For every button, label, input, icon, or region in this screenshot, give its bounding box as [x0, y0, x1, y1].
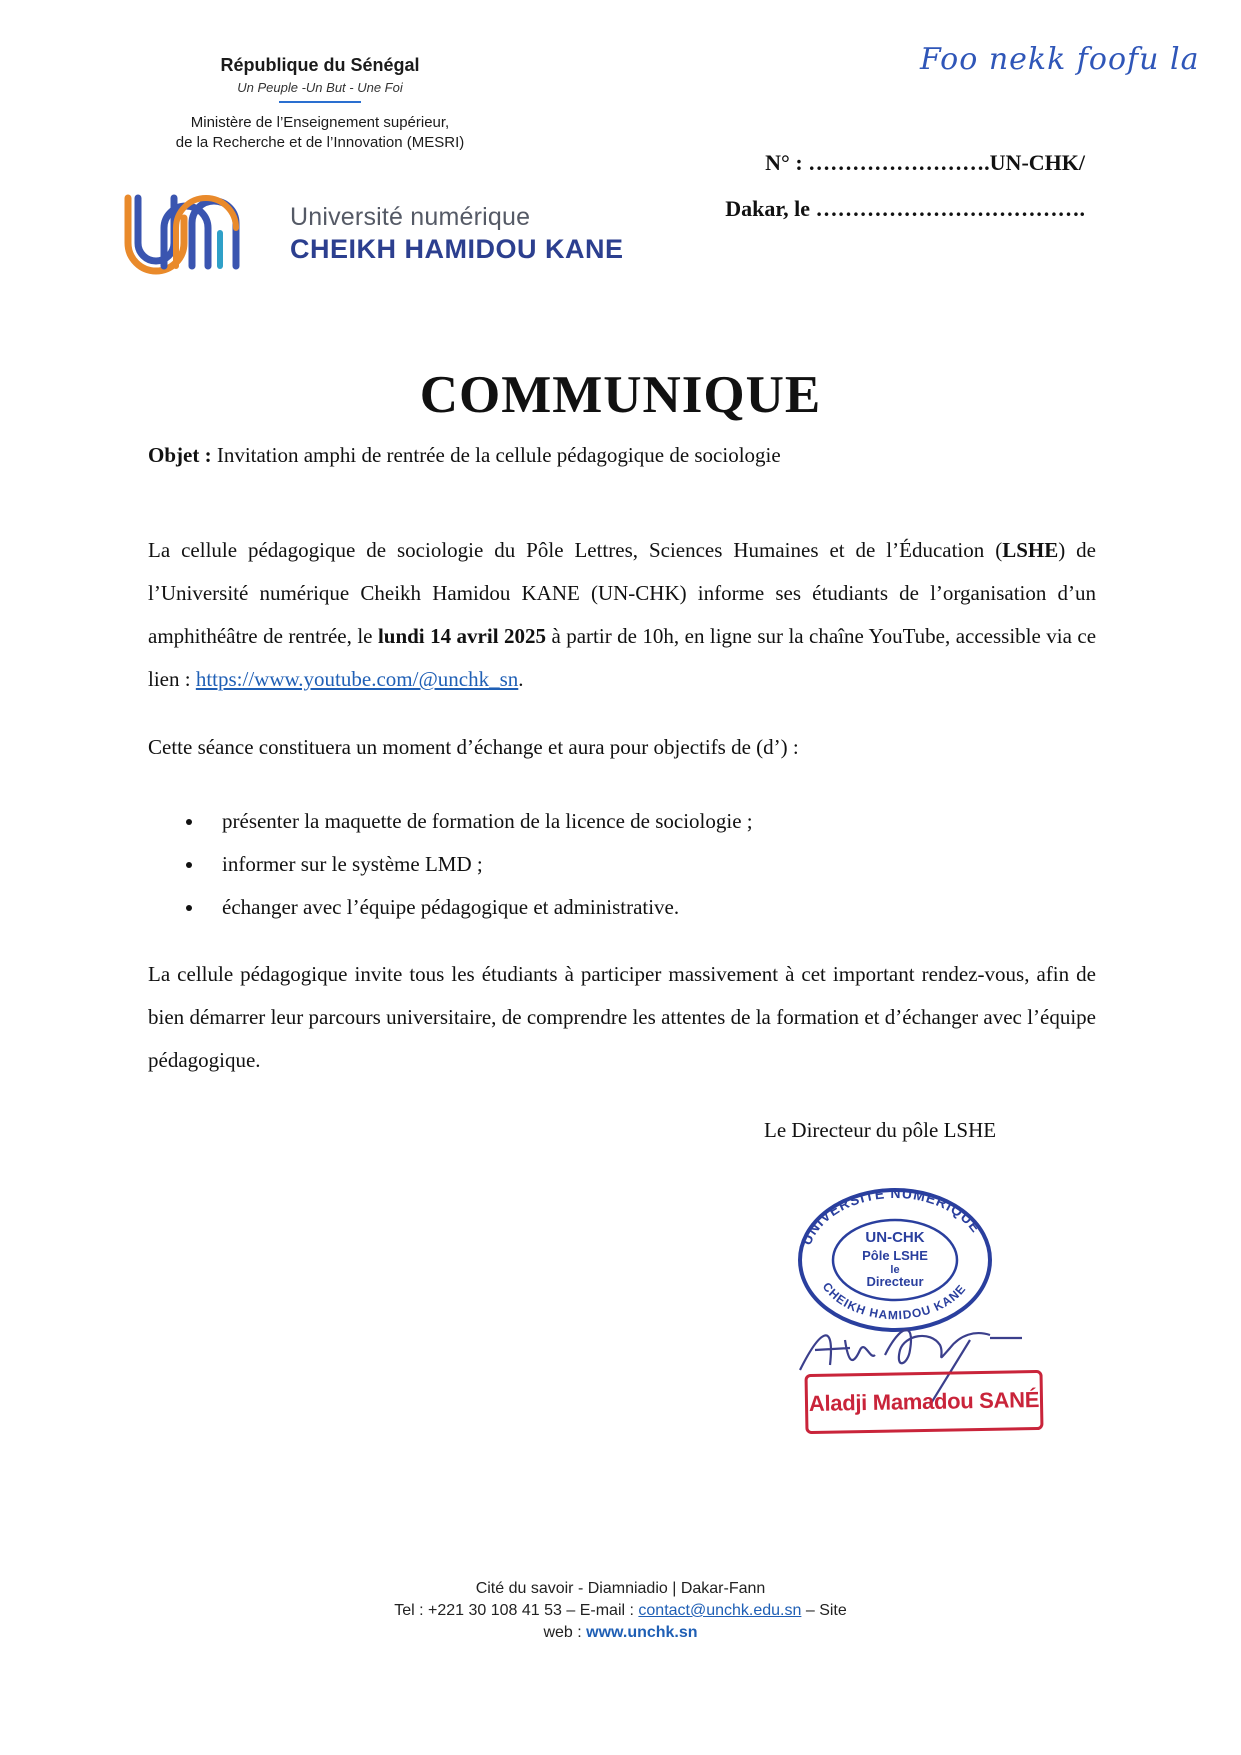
footer-contact	[0, 1600, 1241, 1622]
p1-date: lundi 14 avril 2025	[377, 624, 546, 648]
list-item	[148, 843, 1048, 886]
paragraph-invitation: La cellule pédagogique invite tous les étudiants à participer massivement à cet important rendez-vous, afin de bien démarrer leur parcours universitaire, de comprendre les attentes de la formation et d’échanger avec l’équipe pédagogique.	[148, 962, 1096, 1072]
national-motto: Un Peuple -Un But - Une Foi	[237, 80, 403, 95]
ministry-line-1: Ministère de l’Enseignement supérieur,	[190, 114, 450, 131]
footer	[0, 1578, 1241, 1644]
footer-email-link[interactable]: contact@unchk.edu.sn	[638, 1602, 802, 1619]
signatory-title: Le Directeur du pôle LSHE	[764, 1118, 997, 1142]
subject-text: Invitation amphi de rentrée de la cellule pédagogique de sociologie	[211, 443, 781, 467]
motto-divider	[279, 101, 361, 103]
slogan: Foo nekk foofu la	[920, 42, 1200, 77]
svg-text:CHEIKH HAMIDOU KANE: CHEIKH HAMIDOU KANE	[819, 1279, 969, 1323]
footer-site-label: – Site	[801, 1602, 847, 1619]
footer-tel: Tel : +221 30 108 41 53 – E-mail :	[394, 1602, 639, 1619]
document-title: COMMUNIQUE	[419, 366, 822, 424]
objectives-list	[148, 800, 1048, 929]
list-item-text: présenter la maquette de formation de la licence de sociologie ;	[222, 809, 753, 833]
bullet-icon	[186, 819, 192, 825]
date-line: Dakar, le ……………………………….	[725, 196, 1085, 221]
subject-line	[148, 440, 1096, 470]
p1-text-3: à partir de 10h, en ligne sur la chaîne YouTube, accessible via ce lien :	[148, 624, 1097, 691]
footer-web	[0, 1622, 1241, 1644]
p1-text-2: ) de l’Université numérique Cheikh Hamidou KANE (UN-CHK) informe ses étudiants de l’organisation d’un amphithéâtre de rentrée, le	[148, 538, 1096, 648]
footer-web-label: web :	[543, 1624, 587, 1641]
footer-address: Cité du savoir - Diamniadio | Dakar-Fann	[475, 1580, 766, 1597]
university-name-line-1: Université numérique	[290, 203, 531, 231]
subject-label: Objet :	[148, 443, 212, 467]
list-item	[148, 800, 1048, 843]
reference-number: N° : …………………….UN-CHK/	[765, 150, 1085, 175]
university-wordmark	[290, 203, 624, 265]
list-item-text: échanger avec l’équipe pédagogique et administrative.	[222, 895, 680, 919]
p1-end: .	[518, 667, 524, 691]
list-item	[148, 886, 1048, 929]
bullet-icon	[186, 905, 192, 911]
svg-text:UNIVERSITE NUMERIQUE: UNIVERSITE NUMERIQUE	[798, 1184, 985, 1248]
ministry-line-2: de la Recherche et de l’Innovation (MESRI)	[175, 134, 465, 151]
stamp-text-3: le	[890, 1264, 900, 1276]
p1-text-1: La cellule pédagogique de sociologie du Pôle Lettres, Sciences Humaines et de l’Éducation (	[148, 538, 1003, 562]
header-left	[120, 55, 520, 153]
country-name: République du Sénégal	[220, 55, 420, 75]
list-item-text: informer sur le système LMD ;	[222, 852, 483, 876]
p1-lshe: LSHE	[1002, 538, 1059, 562]
stamp-text-2: Pôle LSHE	[862, 1248, 928, 1263]
footer-web-link[interactable]: www.unchk.sn	[586, 1624, 698, 1641]
university-name-line-2: CHEIKH HAMIDOU KANE	[290, 234, 624, 264]
stamp-text-1: UN-CHK	[865, 1229, 925, 1246]
paragraph-objectives-intro: Cette séance constituera un moment d’échange et aura pour objectifs de (d’) :	[148, 735, 799, 759]
stamp-text-4: Directeur	[866, 1274, 924, 1289]
bullet-icon	[186, 862, 192, 868]
name-stamp: Aladji Mamadou SANÉ	[804, 1370, 1043, 1434]
youtube-link[interactable]: https://www.youtube.com/@unchk_sn	[195, 667, 519, 691]
paragraph-announcement	[148, 529, 1096, 701]
